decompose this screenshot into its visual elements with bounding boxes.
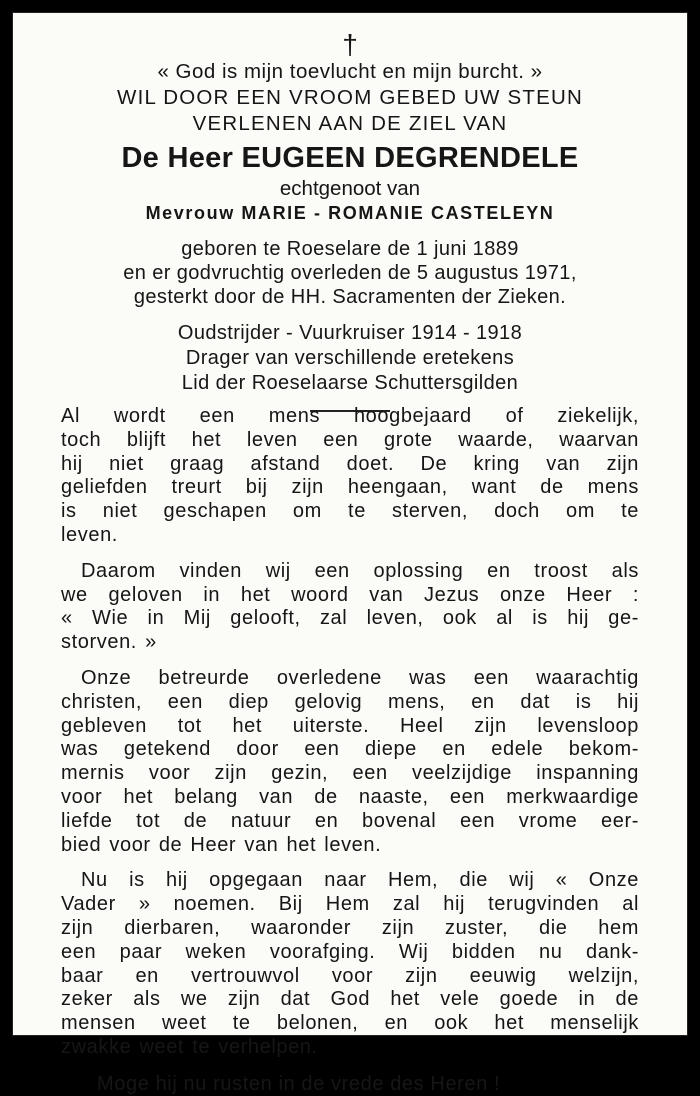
life-dates bbox=[43, 237, 657, 309]
text-line: mernis voor zijn gezin, een veelzijdige inspanning bbox=[61, 762, 639, 785]
text-line: liefde tot de natuur en bovenal een vrome eer- bbox=[61, 809, 639, 832]
text-line: we geloven in het woord van Jezus onze Heer : bbox=[61, 583, 639, 606]
text-line: zeker als we zijn dat God het vele goede in de bbox=[61, 988, 639, 1011]
card-body bbox=[61, 405, 639, 1096]
text-line: hij niet graag afstand doet. De kring van zijn bbox=[61, 452, 639, 475]
honor-line: Drager van verschillende eretekens bbox=[185, 347, 515, 369]
header-quote: « God is mijn toevlucht en mijn burcht. » bbox=[157, 60, 543, 83]
memorial-card bbox=[12, 12, 688, 1095]
text-line: Onze betreurde overledene was een waarachtig bbox=[81, 666, 639, 689]
header-line-2: VERLENEN AAN DE ZIEL VAN bbox=[192, 112, 508, 135]
text-line: baar en vertrouwvol voor zijn eeuwig welzijn, bbox=[61, 964, 639, 987]
text-line: gebleven tot het uiterste. Heel zijn levensloop bbox=[61, 714, 639, 737]
life-line: gesterkt door de HH. Sacramenten der Zieken. bbox=[133, 286, 567, 308]
life-line: geboren te Roeselare de 1 juni 1889 bbox=[181, 238, 519, 260]
life-line: en er godvruchtig overleden de 5 augustus 1971, bbox=[123, 262, 577, 284]
paragraph-4 bbox=[61, 869, 639, 1059]
text-line: « Wie in Mij gelooft, zal leven, ook al is hij ge- bbox=[61, 607, 639, 630]
paragraph-1 bbox=[61, 405, 639, 548]
card-header bbox=[43, 59, 657, 412]
closing-prayer: Moge hij nu rusten in de vrede des Heren ! bbox=[97, 1072, 501, 1095]
honor-line: Oudstrijder - Vuurkruiser 1914 - 1918 bbox=[177, 322, 523, 344]
text-line: een paar weken voorafging. Wij bidden nu dank- bbox=[61, 940, 639, 963]
header-line-1: WIL DOOR EEN VROOM GEBED UW STEUN bbox=[117, 86, 583, 109]
text-line: mensen weet te belonen, en ook het menselijk bbox=[61, 1012, 639, 1035]
text-line: leven. bbox=[61, 523, 118, 546]
paragraph-3 bbox=[61, 667, 639, 857]
text-line: is niet geschapen om te sterven, doch om te bbox=[61, 500, 639, 523]
text-line: bied voor de Heer van het leven. bbox=[61, 833, 382, 856]
paragraph-2 bbox=[61, 560, 639, 655]
text-line: Vader » noemen. Bij Hem zal hij terugvinden al bbox=[61, 893, 639, 916]
honor-line: Lid der Roeselaarse Schuttersgilden bbox=[181, 372, 519, 394]
text-line: storven. » bbox=[61, 631, 157, 654]
honors bbox=[43, 321, 657, 396]
text-line: Nu is hij opgegaan naar Hem, die wij « Onze bbox=[81, 869, 639, 892]
text-line: zijn dierbaren, waaronder zijn zuster, die hem bbox=[61, 916, 639, 939]
spouse-name: Mevrouw MARIE - ROMANIE CASTELEYN bbox=[145, 203, 555, 223]
text-line: zwakke weet te verhelpen. bbox=[61, 1035, 318, 1058]
text-line: voor het belang van de naaste, een merkwaardige bbox=[61, 785, 639, 808]
text-line: geliefden treurt bij zijn heengaan, want de mens bbox=[61, 476, 639, 499]
text-line: toch blijft het leven een grote waarde, waarvan bbox=[61, 428, 639, 451]
cross-icon: † bbox=[342, 29, 358, 60]
spouse-label: echtgenoot van bbox=[279, 177, 421, 200]
text-line: christen, een diep gelovig mens, en dat is hij bbox=[61, 690, 639, 713]
deceased-name: De Heer EUGEEN DEGRENDELE bbox=[121, 142, 579, 174]
text-line: Daarom vinden wij een oplossing en troost als bbox=[81, 559, 639, 582]
text-line: was getekend door een diepe en edele bekom- bbox=[61, 738, 639, 761]
text-line: Al wordt een mens hoogbejaard of ziekelijk, bbox=[61, 405, 639, 427]
